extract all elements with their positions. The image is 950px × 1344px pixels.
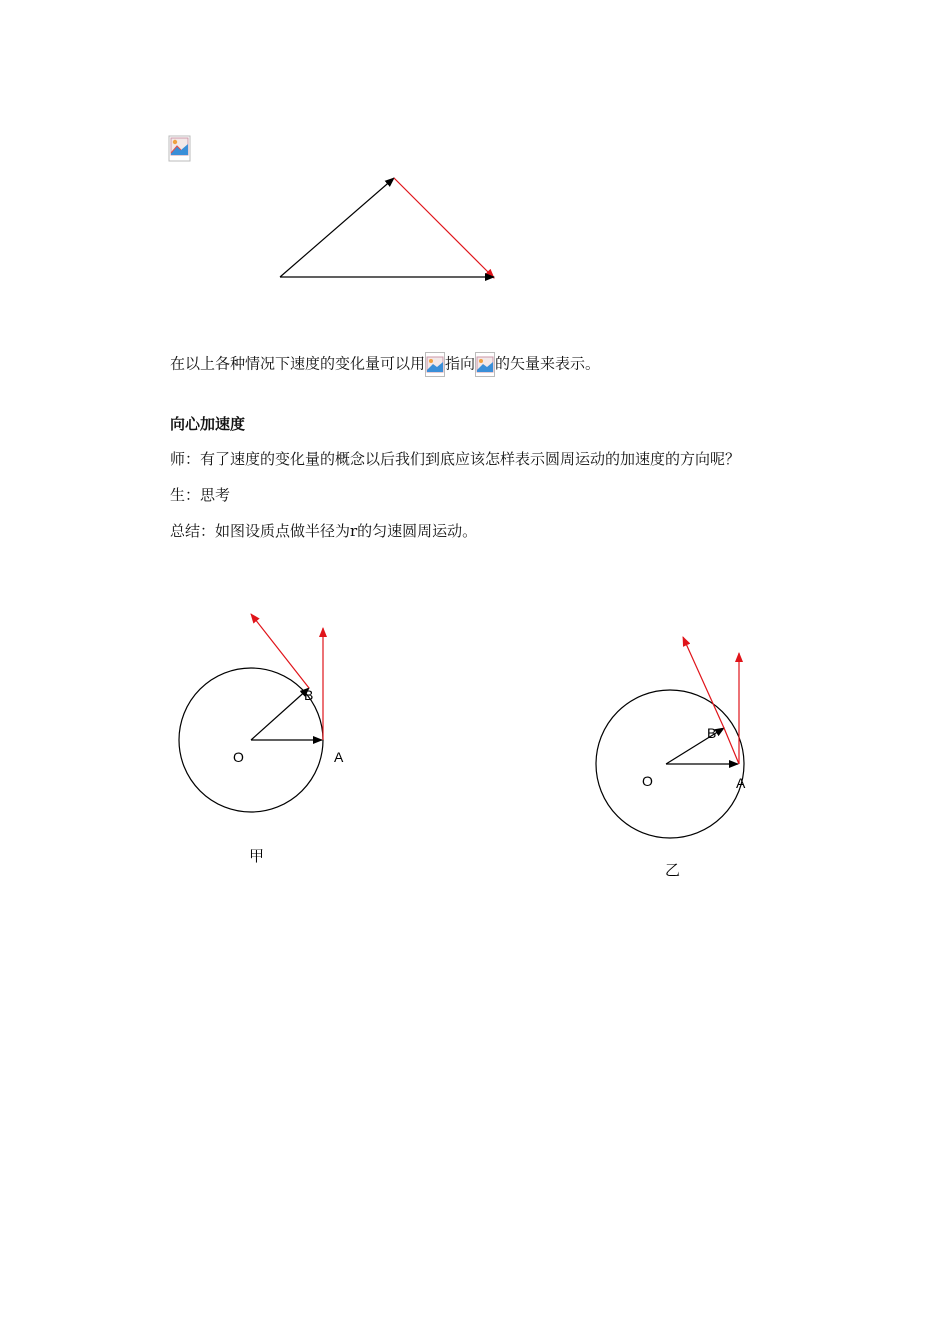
point-b-label: B [707, 725, 717, 741]
point-o-label: O [233, 749, 244, 765]
circle-diagram-left [160, 600, 400, 890]
inline-image-icon [475, 352, 495, 377]
vector-triangle-diagram [270, 170, 510, 290]
initial-velocity-vector [280, 178, 394, 277]
inline-image-icon [425, 352, 445, 377]
velocity-b-vector [251, 614, 309, 688]
circle-diagram-right [580, 625, 820, 895]
radius-ob-vector [251, 688, 309, 740]
point-a-label: A [736, 775, 746, 791]
teacher-line: 师：有了速度的变化量的概念以后我们到底应该怎样表示圆周运动的加速度的方向呢？ [170, 450, 741, 468]
velocity-change-paragraph [170, 352, 600, 377]
point-o-label: O [642, 773, 653, 789]
image-placeholder-icon [168, 135, 192, 163]
summary-line: 总结：如图设质点做半径为r的匀速圆周运动。 [170, 522, 478, 540]
velocity-change-vector [394, 178, 494, 278]
paragraph-text-1: 在以上各种情况下速度的变化量可以用 [170, 354, 426, 373]
diagram-caption: 乙 [665, 861, 681, 879]
point-b-label: B [304, 687, 314, 703]
paragraph-text-2: 指向 [445, 354, 476, 373]
point-a-label: A [334, 749, 344, 765]
paragraph-text-3: 的矢量来表示。 [495, 354, 601, 373]
diagram-caption: 甲 [249, 847, 265, 865]
velocity-b-vector [683, 637, 724, 728]
section-heading: 向心加速度 [170, 415, 246, 433]
student-line: 生：思考 [170, 486, 231, 504]
